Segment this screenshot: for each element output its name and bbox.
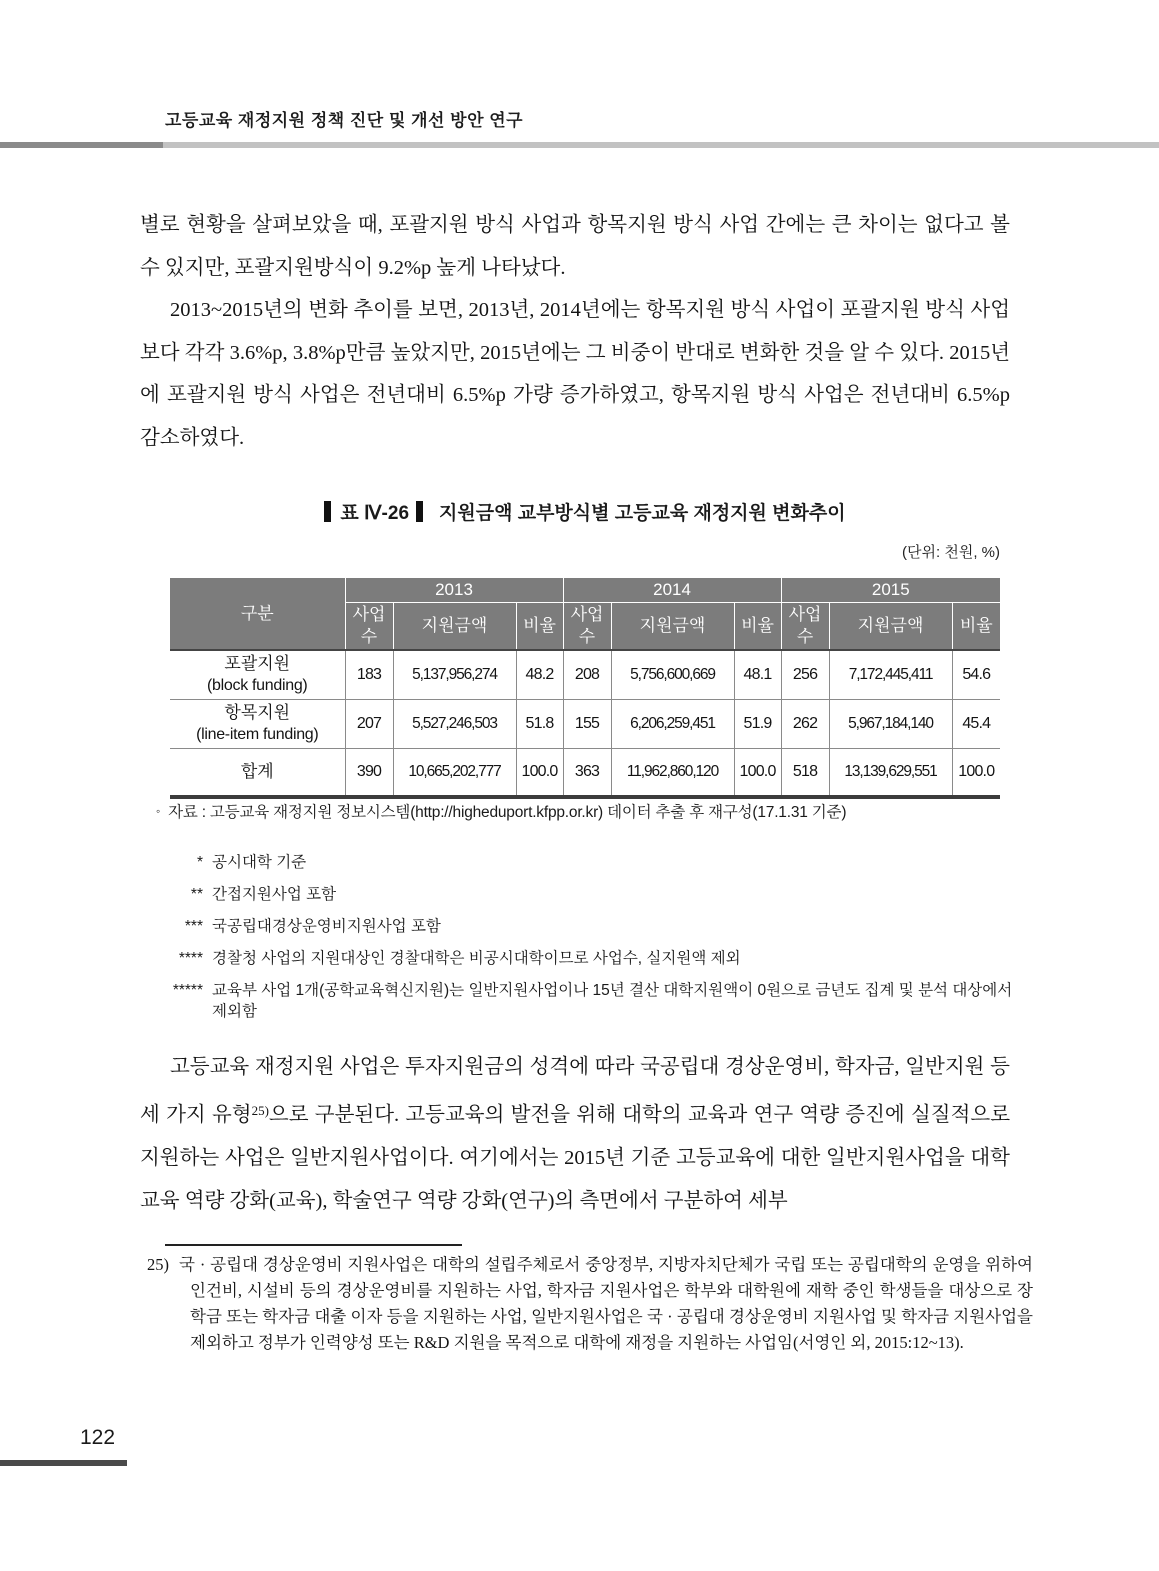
- table-note: [140, 916, 1024, 937]
- note-marker: **: [190, 886, 203, 903]
- note-marker: *****: [172, 982, 203, 999]
- cell-2014-count: 208: [563, 650, 611, 699]
- cell-2014-ratio: 51.9: [734, 699, 781, 748]
- table-source-note: [156, 800, 1016, 822]
- cell-2015-count: 256: [781, 650, 829, 699]
- cell-2014-amount: 6,206,259,451: [611, 699, 734, 748]
- note-text: 국공립대경상운영비지원사업 포함: [212, 918, 441, 935]
- footnote-text: 국 · 공립대 경상운영비 지원사업은 대학의 설립주체로서 중앙정부, 지방자치단체가 국립 또는 공립대학의 운영을 위하여 인건비, 시설비 등의 경상운영비를 지원하는 사업, 학자금 지원사업은 학부와 대학원에 재학 중인 학생들을 대상으로 장학금 또는 학자금 대출 이자 등을 지원하는 사업, 일반지원사업은 국 · 공립대 경상운영비 지원사업 및 학자금 지원사업을 제외하고 정부가 인력양성 또는 R&D 지원을 목적으로 대학에 재정을 지원하는 사업임(서영인 외, 2015:12~13).: [179, 1255, 1033, 1352]
- row-label: [170, 650, 345, 699]
- row-label-ko: 포괄지원: [224, 654, 291, 674]
- row-label-ko: 항목지원: [224, 703, 291, 722]
- table-note: [140, 852, 1024, 873]
- caption-right-bar-icon: [416, 501, 423, 522]
- note-text: 경찰청 사업의 지원대상인 경찰대학은 비공시대학이므로 사업수, 실지원액 제외: [212, 950, 741, 967]
- table-header-year-2013: 2013: [345, 578, 563, 603]
- body-text-block-2: [140, 1046, 1010, 1223]
- table-row-line-item-funding: [170, 699, 1000, 748]
- page-number: 122: [80, 1426, 116, 1449]
- cell-2015-count: 262: [781, 699, 829, 748]
- header-rule-dark-segment: [0, 142, 163, 148]
- cell-2015-count: 518: [781, 748, 829, 797]
- table-header-category: 구분: [170, 578, 345, 651]
- funding-table: [170, 577, 1000, 799]
- table-caption-label: 표 Ⅳ-26: [340, 503, 410, 524]
- table-subheader-project-count: 사업수: [781, 603, 829, 651]
- cell-2013-ratio: 51.8: [516, 699, 563, 748]
- table-unit-label: (단위: 천원, %): [902, 544, 1000, 561]
- header-rule-light-segment: [163, 142, 1159, 148]
- cell-2013-ratio: 100.0: [516, 748, 563, 797]
- note-text: 교육부 사업 1개(공학교육혁신지원)는 일반지원사업이나 15년 결산 대학지원액이 0원으로 금년도 집계 및 분석 대상에서 제외함: [212, 982, 1013, 1020]
- row-label: 합계: [170, 748, 345, 797]
- note-text: 간접지원사업 포함: [212, 886, 337, 903]
- running-header-title: 고등교육 재정지원 정책 진단 및 개선 방안 연구: [165, 111, 524, 130]
- table-note: [140, 884, 1024, 905]
- footnote-reference-25: 25): [251, 1103, 269, 1118]
- note-text: 공시대학 기준: [212, 854, 307, 871]
- table-row-block-funding: [170, 650, 1000, 699]
- table-subheader-project-count: 사업수: [345, 603, 393, 651]
- note-marker: *: [196, 854, 203, 871]
- table-subheader-ratio: 비율: [516, 603, 563, 651]
- table-subheader-amount: 지원금액: [393, 603, 516, 651]
- source-text: 자료 : 고등교육 재정지원 정보시스템(http://higheduport.kfpp.or.kr) 데이터 추출 후 재구성(17.1.31 기준): [168, 804, 847, 821]
- cell-2013-amount: 5,527,246,503: [393, 699, 516, 748]
- cell-2014-count: 363: [563, 748, 611, 797]
- table-notes-block: [140, 852, 1024, 1033]
- row-label-en: (block funding): [207, 677, 308, 695]
- table-row-total: [170, 748, 1000, 797]
- cell-2015-ratio: 45.4: [952, 699, 1000, 748]
- table-header-year-2015: 2015: [781, 578, 1000, 603]
- note-marker: ****: [178, 950, 203, 967]
- cell-2013-amount: 10,665,202,777: [393, 748, 516, 797]
- table-note: [140, 948, 1024, 969]
- row-label: [170, 699, 345, 748]
- cell-2013-count: 183: [345, 650, 393, 699]
- footnote-marker: 25): [147, 1255, 169, 1274]
- footnote-25: [147, 1252, 1033, 1356]
- table-subheader-ratio: 비율: [734, 603, 781, 651]
- table-subheader-project-count: 사업수: [563, 603, 611, 651]
- cell-2014-amount: 5,756,600,669: [611, 650, 734, 699]
- footer-bar: [0, 1460, 127, 1466]
- caption-left-bar-icon: [324, 501, 331, 522]
- paragraph-2: 2013~2015년의 변화 추이를 보면, 2013년, 2014년에는 항목지원 방식 사업이 포괄지원 방식 사업보다 각각 3.6%p, 3.8%p만큼 높았지만, 2015년에는 그 비중이 반대로 변화한 것을 알 수 있다. 2015년에 포괄지원 방식 사업은 전년대비 6.5%p 가량 증가하였고, 항목지원 방식 사업은 전년대비 6.5%p 감소하였다.: [140, 299, 1010, 449]
- cell-2015-ratio: 100.0: [952, 748, 1000, 797]
- table-header-year-2014: 2014: [563, 578, 781, 603]
- paragraph-3: [140, 1046, 1010, 1223]
- cell-2013-amount: 5,137,956,274: [393, 650, 516, 699]
- cell-2015-amount: 13,139,629,551: [829, 748, 952, 797]
- table-subheader-amount: 지원금액: [611, 603, 734, 651]
- footnote-separator-rule: [165, 1244, 462, 1246]
- table-note: [140, 980, 1024, 1022]
- paragraph-1: 별로 현황을 살펴보았을 때, 포괄지원 방식 사업과 항목지원 방식 사업 간에는 큰 차이는 없다고 볼 수 있지만, 포괄지원방식이 9.2%p 높게 나타났다.: [140, 214, 1010, 279]
- cell-2014-ratio: 48.1: [734, 650, 781, 699]
- source-bullet-icon: ◦: [156, 804, 161, 818]
- paragraph-3-text-cont: 으로 구분된다. 고등교육의 발전을 위해 대학의 교육과 연구 역량 증진에 실질적으로 지원하는 사업은 일반지원사업이다. 여기에서는 2015년 기준 고등교육에 대한 일반지원사업을 대학교육 역량 강화(교육), 학술연구 역량 강화(연구)의 측면에서 구분하여 세부: [140, 1104, 1011, 1212]
- table-caption: [170, 498, 1000, 525]
- cell-2013-count: 390: [345, 748, 393, 797]
- cell-2014-count: 155: [563, 699, 611, 748]
- paragraph-3-text: 고등교육 재정지원 사업은 투자지원금의 성격에 따라 국공립대 경상운영비, 학자금, 일반지원 등 세 가지 유형: [140, 1056, 1010, 1126]
- cell-2015-amount: 7,172,445,411: [829, 650, 952, 699]
- note-marker: ***: [184, 918, 203, 935]
- cell-2013-ratio: 48.2: [516, 650, 563, 699]
- cell-2015-ratio: 54.6: [952, 650, 1000, 699]
- table-subheader-amount: 지원금액: [829, 603, 952, 651]
- cell-2015-amount: 5,967,184,140: [829, 699, 952, 748]
- row-label-en: (line-item funding): [196, 726, 319, 743]
- table-caption-title: 지원금액 교부방식별 고등교육 재정지원 변화추이: [439, 503, 846, 524]
- cell-2014-ratio: 100.0: [734, 748, 781, 797]
- cell-2014-amount: 11,962,860,120: [611, 748, 734, 797]
- body-text-block-1: [140, 204, 1010, 459]
- cell-2013-count: 207: [345, 699, 393, 748]
- table-subheader-ratio: 비율: [952, 603, 1000, 651]
